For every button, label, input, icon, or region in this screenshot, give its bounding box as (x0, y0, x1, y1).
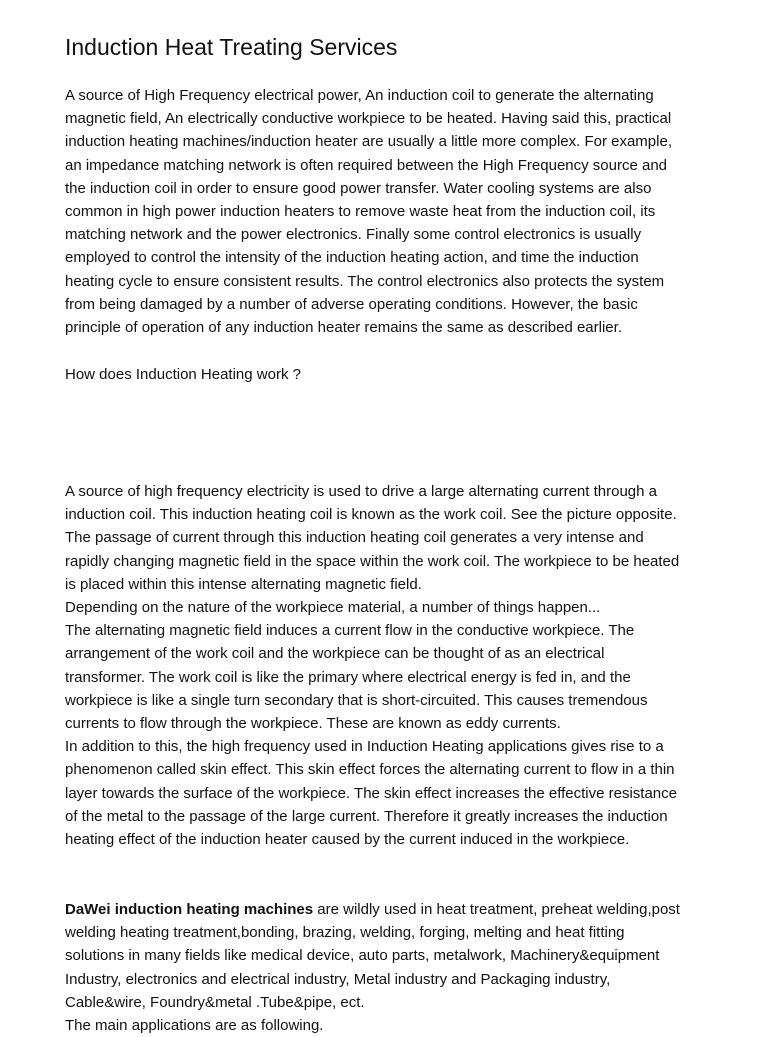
dawei-paragraph (65, 898, 680, 1037)
text-line: from being damaged by a number of adverse operating conditions. However, the basic (65, 295, 638, 313)
text-line: induction heating machines/induction heater are usually a little more complex. For example, (65, 133, 672, 151)
text-line: layer towards the surface of the workpiece. The skin effect increases the effective resistance (65, 784, 677, 802)
text-line: A source of High Frequency electrical power, An induction coil to generate the alternating (65, 87, 654, 104)
text-line: common in high power induction heaters to remove waste heat from the induction coil, its (65, 203, 656, 221)
text-line: matching network and the power electronics. Finally some control electronics is usually (65, 226, 642, 244)
text-line: arrangement of the work coil and the workpiece can be thought of as an electrical (65, 645, 605, 663)
text-line: The passage of current through this induction heating coil generates a very intense and (65, 529, 644, 547)
intro-paragraph (65, 84, 672, 339)
text-line (65, 898, 680, 921)
how-it-works-paragraph (65, 480, 679, 851)
text-line: induction coil. This induction heating coil is known as the work coil. See the picture opposite. (65, 506, 677, 524)
dawei-brand-lead: DaWei induction heating machines (65, 901, 314, 918)
text-line: is placed within this intense alternating magnetic field. (65, 575, 422, 593)
text-line: rapidly changing magnetic field in the space within the work coil. The workpiece to be heated (65, 552, 680, 570)
text-line: The alternating magnetic field induces a current flow in the conductive workpiece. The (65, 622, 635, 640)
text-line: heating cycle to ensure consistent results. The control electronics also protects the system (65, 272, 665, 290)
text-line: currents to flow through the workpiece. These are known as eddy currents. (65, 715, 561, 733)
text-line: the induction coil in order to ensure good power transfer. Water cooling systems are also (65, 179, 652, 197)
text-line: Depending on the nature of the workpiece material, a number of things happen... (65, 599, 601, 617)
text-line: an impedance matching network is often required between the High Frequency source and (65, 156, 668, 174)
text-line: magnetic field, An electrically conductive workpiece to be heated. Having said this, practical (65, 110, 672, 128)
text-line: employed to control the intensity of the induction heating action, and time the induction (65, 249, 639, 267)
text-line: In addition to this, the high frequency used in Induction Heating applications gives rise to a (65, 738, 664, 756)
document-title: Induction Heat Treating Services (65, 34, 398, 60)
text-line: Cable&wire, Foundry&metal .Tube&pipe, ect. (65, 993, 365, 1011)
text-line: principle of operation of any induction heater remains the same as described earlier. (65, 319, 622, 337)
text-line: phenomenon called skin effect. This skin effect forces the alternating current to flow in a thin (65, 761, 675, 779)
question-text: How does Induction Heating work ? (65, 366, 301, 383)
text-line: transformer. The work coil is like the primary where electrical energy is fed in, and the (65, 668, 631, 686)
text-line: The main applications are as following. (65, 1017, 324, 1035)
dawei-first-line-rest: are wildly used in heat treatment, preheat welding,post (313, 901, 680, 918)
text-line: of the metal to the passage of the large current. Therefore it greatly increases the induction (65, 807, 668, 825)
text-line: Industry, electronics and electrical industry, Metal industry and Packaging industry, (65, 970, 611, 988)
text-line: A source of high frequency electricity is used to drive a large alternating current through a (65, 483, 657, 500)
text-line: welding heating treatment,bonding, brazing, welding, forging, melting and heat fitting (65, 924, 625, 942)
text-line: workpiece is like a single turn secondary that is short-circuited. This causes tremendous (65, 691, 648, 709)
section-question (65, 363, 301, 386)
text-line: heating effect of the induction heater caused by the current induced in the workpiece. (65, 831, 630, 849)
text-line: solutions in many fields like medical device, auto parts, metalwork, Machinery&equipment (65, 947, 660, 965)
